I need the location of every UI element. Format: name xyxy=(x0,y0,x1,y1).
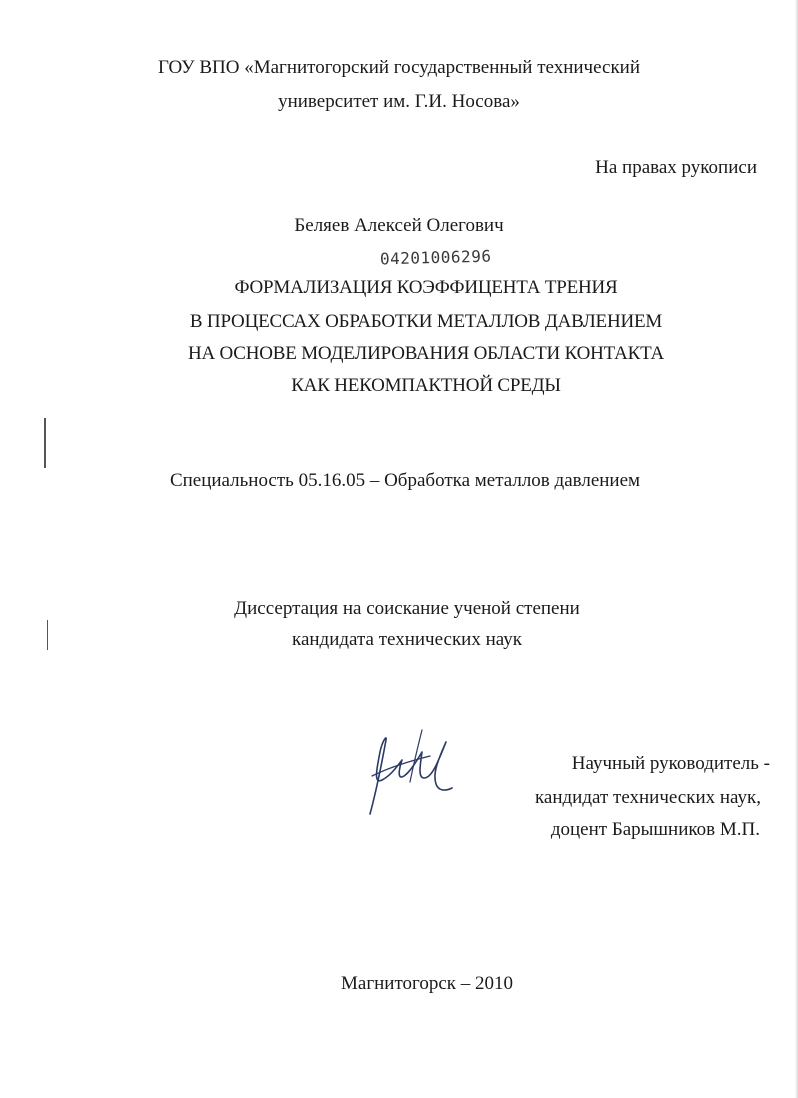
signature xyxy=(352,722,462,822)
city-year: Магнитогорск – 2010 xyxy=(341,973,513,994)
supervisor-line-2: кандидат технических наук, xyxy=(534,787,761,808)
author-name: Беляев Алексей Олегович xyxy=(294,215,504,236)
institution-line-1: ГОУ ВПО «Магнитогорский государственный технический xyxy=(157,57,641,78)
institution-line-2: университет им. Г.И. Носова» xyxy=(278,91,520,112)
title-line-2: В ПРОЦЕССАХ ОБРАБОТКИ МЕТАЛЛОВ ДАВЛЕНИЕМ xyxy=(189,311,663,332)
registry-number-stamp: 04201006296 xyxy=(379,246,492,269)
dissertation-line-1: Диссертация на соискание ученой степени xyxy=(234,598,580,619)
title-line-3: НА ОСНОВЕ МОДЕЛИРОВАНИЯ ОБЛАСТИ КОНТАКТА xyxy=(187,343,665,364)
supervisor-line-1: Научный руководитель - xyxy=(571,753,770,774)
specialty: Специальность 05.16.05 – Обработка металлов давлением xyxy=(169,470,641,491)
supervisor-line-3: доцент Барышников М.П. xyxy=(550,819,760,840)
title-line-1: ФОРМАЛИЗАЦИЯ КОЭФФИЦЕНТА ТРЕНИЯ xyxy=(234,277,618,298)
title-line-4: КАК НЕКОМПАКТНОЙ СРЕДЫ xyxy=(291,375,561,396)
scan-edge-mark xyxy=(44,418,46,468)
manuscript-note: На правах рукописи xyxy=(595,157,757,178)
dissertation-line-2: кандидата технических наук xyxy=(292,629,522,650)
